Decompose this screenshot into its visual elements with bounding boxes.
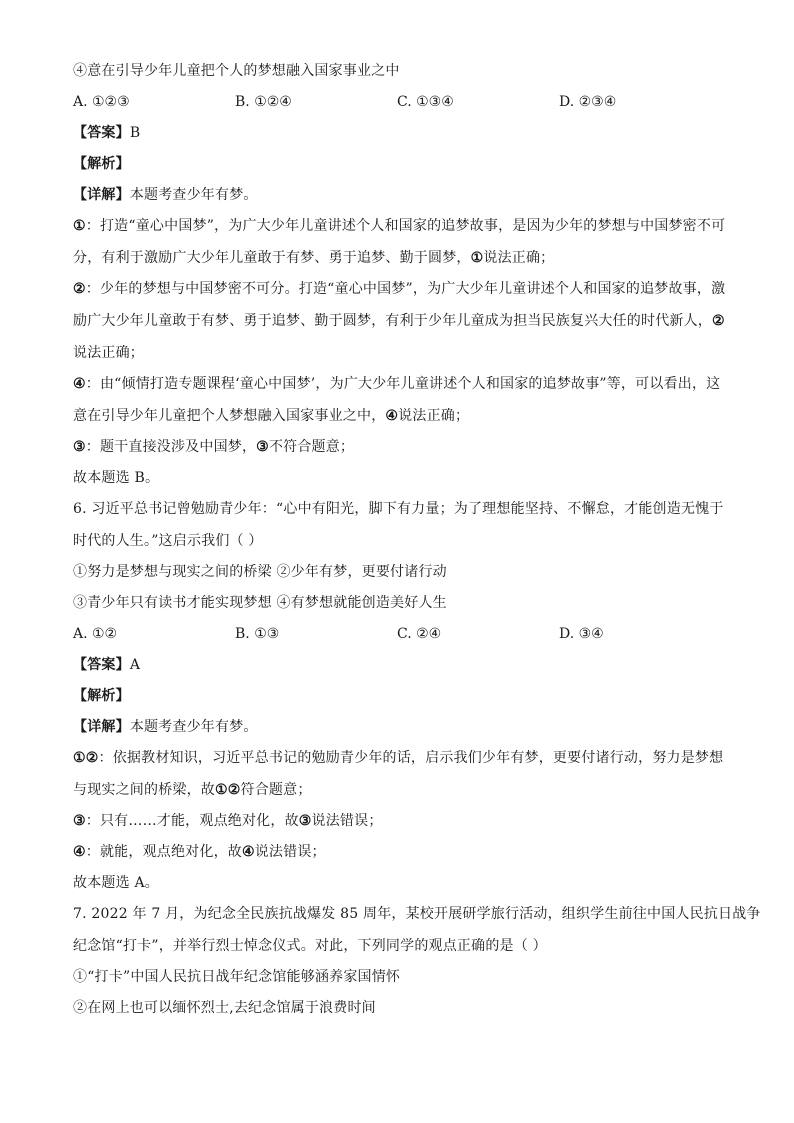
paragraph-text: 分，有利于激励广大少年儿童敢于有梦、勇于追梦、勤于圆梦， [73,250,471,266]
paragraph-text: 不符合题意； [268,439,355,455]
q6-p1-line2 [73,780,725,811]
paragraph-text: ：题干直接没涉及中国梦， [85,439,257,455]
document-page [73,61,761,1029]
answer-value: A [129,657,141,673]
q6-stem-line2: 时代的人生。”这启示我们（ ） [73,533,263,549]
circled-mark: ④ [73,376,86,392]
paragraph-text: ：由“倾情打造专题课程‘童心中国梦’，为广大少年儿童讲述个人和国家的追梦故事”等，可以看出，这 [85,376,721,392]
answer-tag: 【答案】 [73,657,130,673]
detail-intro: 本题考查少年有梦。 [129,719,258,735]
detail-tag: 【详解】 [73,719,130,735]
circled-mark: ② [73,281,86,297]
q5-option-b: B. ①②④ [235,94,292,110]
paragraph-text: 意在引导少年儿童把个人梦想融入国家事业之中， [73,408,386,424]
circled-mark: ①② [215,782,241,798]
q6-items-line2: ③青少年只有读书才能实现梦想 ④有梦想就能创造美好人生 [73,595,447,611]
circled-mark: ①② [73,750,99,766]
circled-mark: ④ [73,844,86,860]
q6-option-a: A. ①② [73,626,118,642]
paragraph-text: ：少年的梦想与中国梦密不可分。打造“童心中国梦”，为广大少年儿童讲述个人和国家的追梦故事，激 [85,281,726,297]
detail-tag: 【详解】 [73,187,130,203]
circled-mark: ③ [73,813,86,829]
paragraph-text: ：只有……才能，观点绝对化，故 [85,813,299,829]
q6-answer [73,655,725,686]
q6-p2 [73,811,725,842]
circled-mark: ① [73,218,86,234]
circled-mark: ① [470,250,484,266]
detail-intro: 本题考查少年有梦。 [129,187,258,203]
q5-answer [73,123,725,154]
paragraph-text: ：就能，观点绝对化，故 [85,844,242,860]
circled-mark: ③ [298,813,312,829]
answer-tag: 【答案】 [73,125,130,141]
circled-mark: ② [712,313,725,329]
paragraph-text: 说法错误； [254,844,326,860]
paragraph-text: 符合题意； [240,782,312,798]
q5-p3-line2 [73,406,725,437]
q5-p2-line3: 说法正确； [73,345,144,361]
circled-mark: ④ [385,408,399,424]
circled-mark: ③ [73,439,86,455]
q7-stem-line2: 纪念馆“打卡”，并举行烈士悼念仪式。对此，下列同学的观点正确的是（ ） [73,938,547,954]
q5-detail [73,185,725,216]
q5-conclusion: 故本题选 B。 [73,470,160,486]
q5-p1-line2 [73,248,725,279]
q6-p3 [73,842,725,873]
circled-mark: ④ [241,844,255,860]
paragraph-text: 励广大少年儿童敢于有梦、勇于追梦、勤于圆梦，有利于少年儿童成为担当民族复兴大任的时代新人， [73,313,712,329]
q6-stem-line1: 6. 习近平总书记曾勉励青少年：“心中有阳光，脚下有力量；为了理想能坚持、不懈怠，才能创造无愧于 [73,501,724,517]
q5-analysis-tag: 【解析】 [73,156,130,172]
paragraph-text: ：打造“童心中国梦”，为广大少年儿童讲述个人和国家的追梦故事，是因为少年的梦想与中国梦密不可 [85,218,726,234]
q6-analysis-tag: 【解析】 [73,688,130,704]
paragraph-text: 说法错误； [311,813,383,829]
q5-p2-line2 [73,311,725,343]
paragraph-text: 说法正确； [483,250,555,266]
q5-p4 [73,437,725,468]
q5-options [73,92,725,123]
q5-option-a: A. ①②③ [73,94,130,110]
q6-conclusion: 故本题选 A。 [73,875,159,891]
circled-mark: ③ [256,439,269,455]
q6-option-b: B. ①③ [235,626,280,642]
q6-detail [73,717,725,748]
q7-item-2: ②在网上也可以缅怀烈士,去纪念馆属于浪费时间 [73,1000,376,1016]
q6-items-line1: ①努力是梦想与现实之间的桥梁 ②少年有梦，更要付诸行动 [73,564,447,580]
q7-stem-line1: 7. 2022 年 7 月，为纪念全民族抗战爆发 85 周年，某校开展研学旅行活动，组织学生前往中国人民抗日战争 [73,906,761,922]
answer-value: B [129,125,141,141]
q5-p1-line1 [73,216,725,248]
paragraph-text: 与现实之间的桥梁，故 [73,782,215,798]
paragraph-text: ：依据教材知识，习近平总书记的勉励青少年的话，启示我们少年有梦，更要付诸行动，努力是梦想 [98,750,724,766]
q5-option-d: D. ②③④ [559,94,617,110]
paragraph-text: 说法正确； [398,408,470,424]
q7-item-1: ①“打卡”中国人民抗日战年纪念馆能够涵养家国情怀 [73,969,401,985]
q5-option-c: C. ①③④ [397,94,454,110]
q5-item-4: ④意在引导少年儿童把个人的梦想融入国家事业之中 [73,63,400,79]
q6-p1-line1 [73,748,725,780]
q6-option-c: C. ②④ [397,626,442,642]
q5-p3-line1 [73,374,725,406]
q6-option-d: D. ③④ [559,626,604,642]
q5-p2-line1 [73,279,725,311]
q6-options [73,624,725,655]
